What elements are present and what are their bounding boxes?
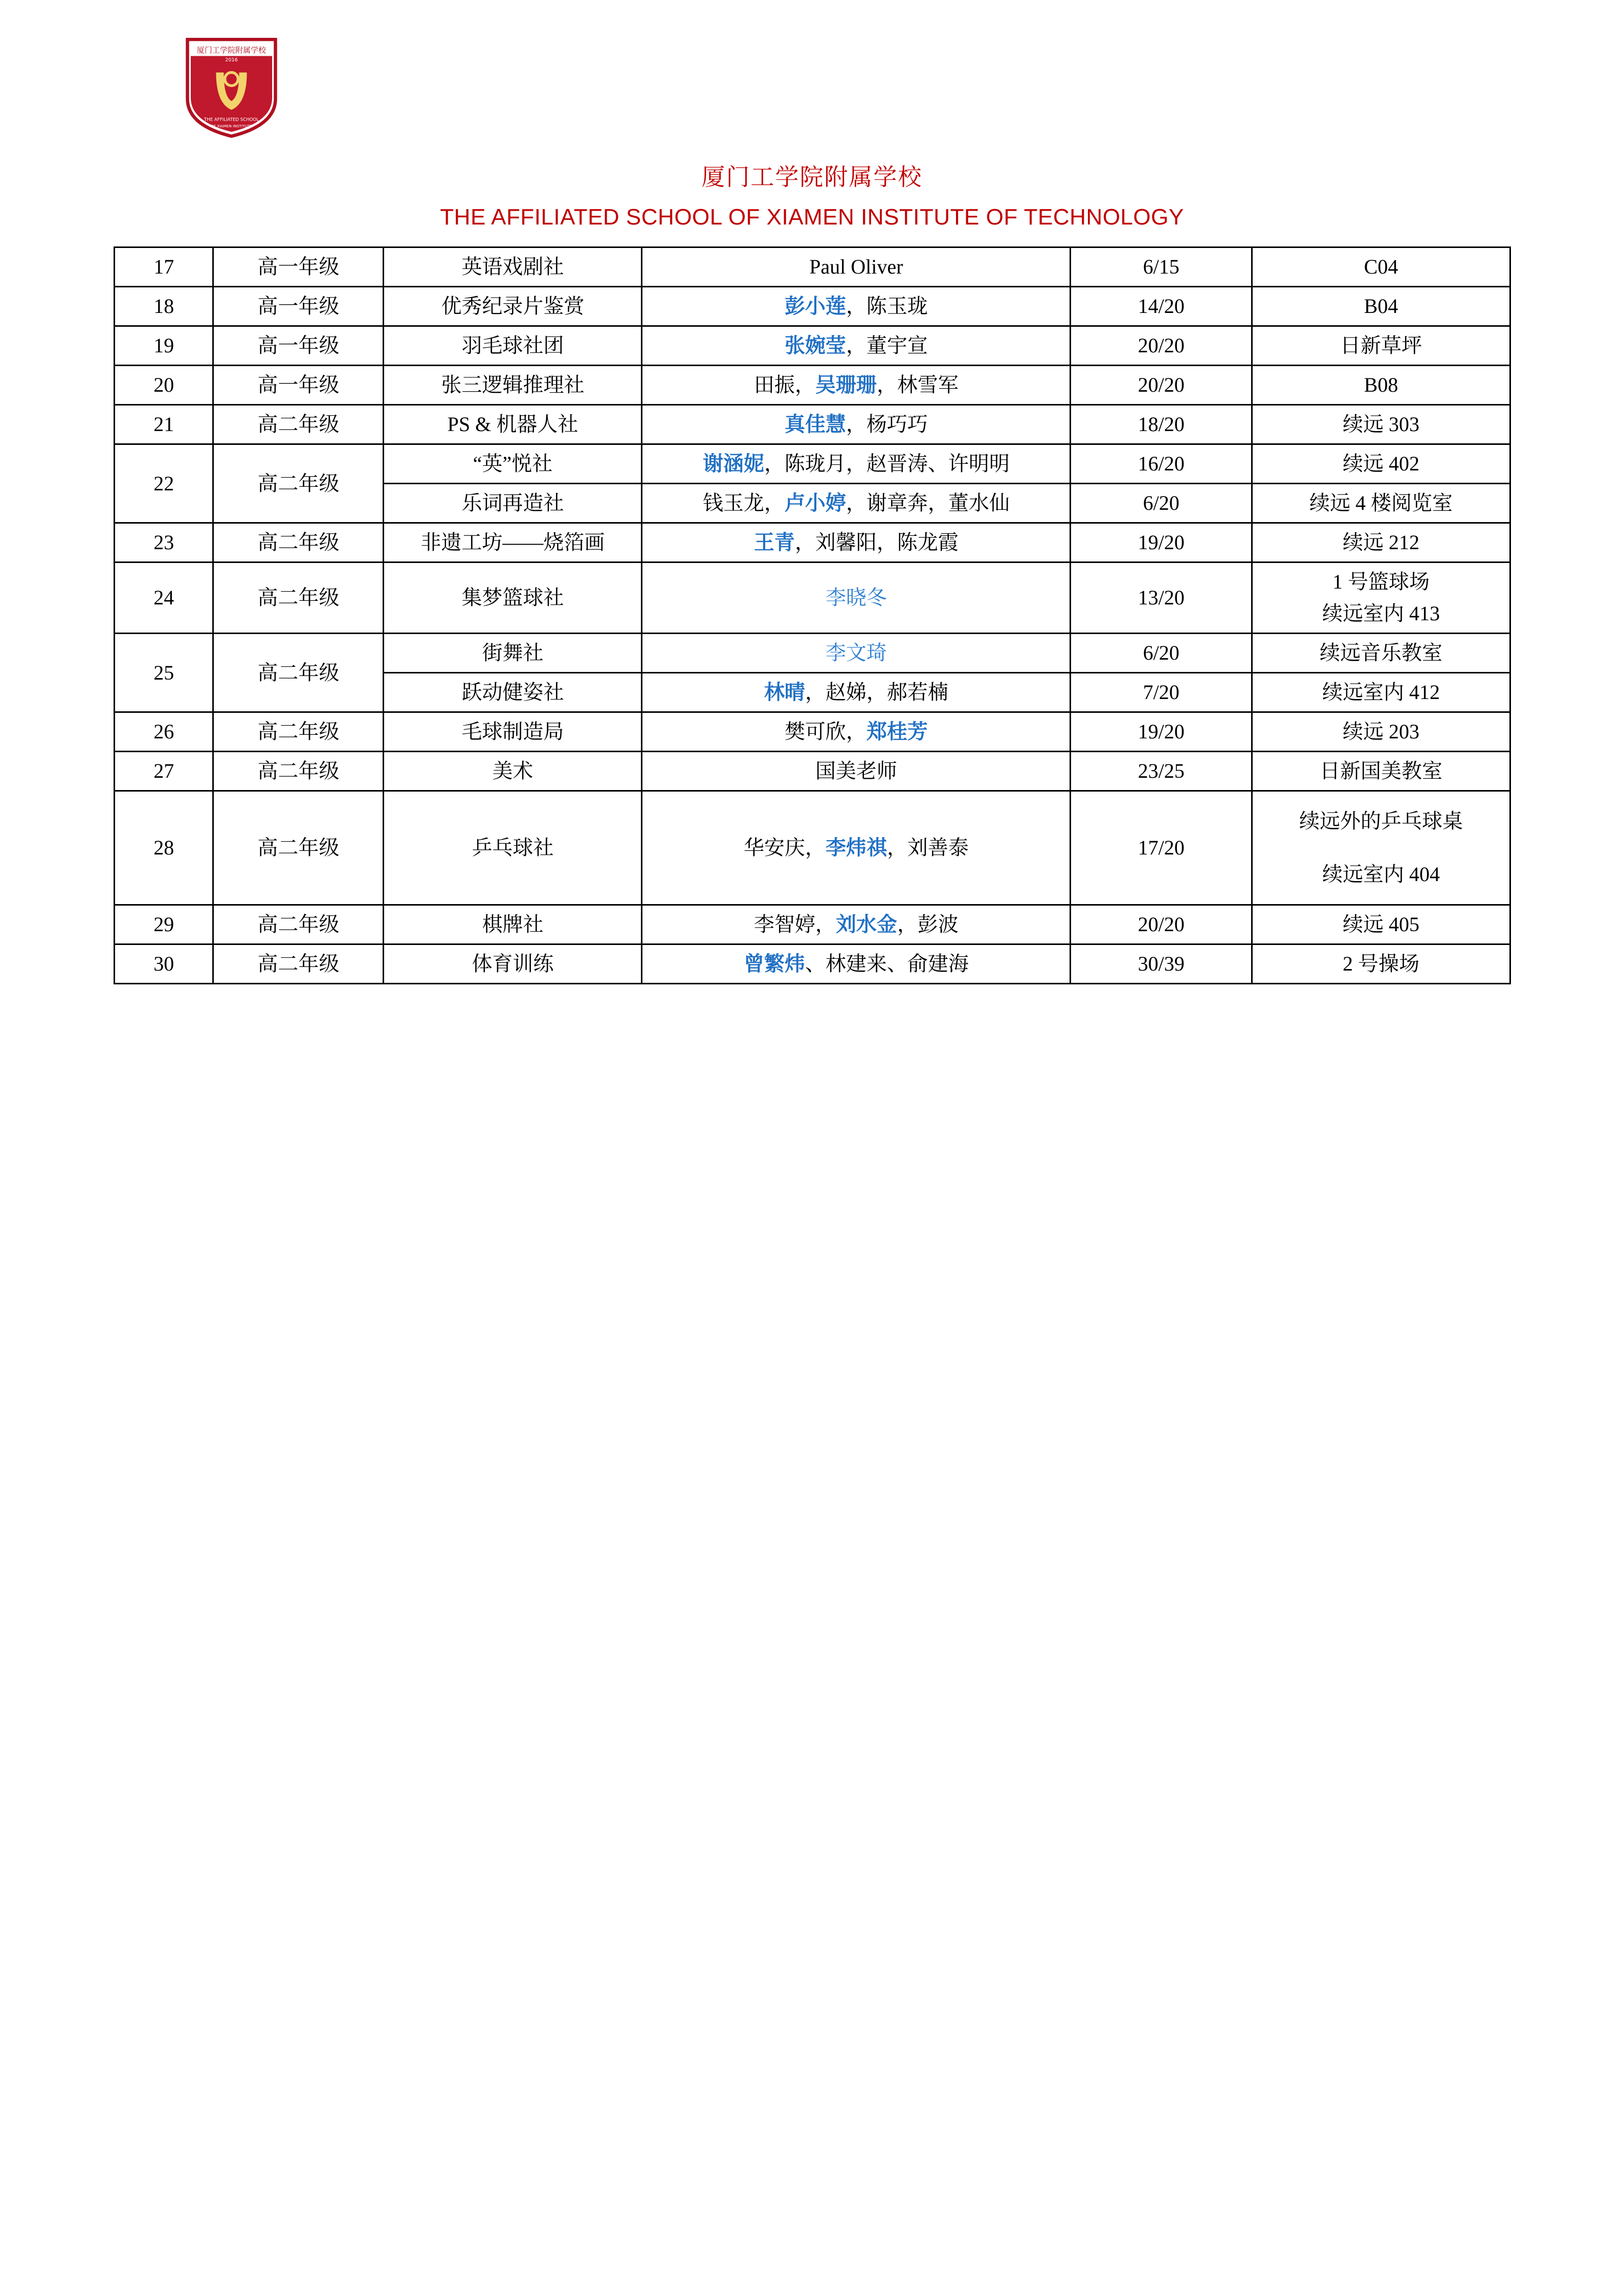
cell-club: 优秀纪录片鉴赏 [384,287,642,326]
cell-no: 24 [115,562,213,634]
cell-no: 19 [115,326,213,366]
cell-place: 续远室内 412 [1252,673,1510,712]
cell-count: 14/20 [1071,287,1252,326]
member-lead: 王青 [753,531,795,554]
member-lead: 张婉莹 [784,334,846,357]
place-line-1: 1 号篮球场 [1332,570,1430,593]
cell-no: 18 [115,287,213,326]
cell-members [642,287,1071,326]
member-rest: ，赵娣，郝若楠 [805,681,948,704]
clubs-table-container [114,246,1511,984]
cell-place: C04 [1252,247,1510,287]
member-rest: ，谢章奔，董水仙 [846,491,1010,514]
svg-text:厦门工学院附属学校: 厦门工学院附属学校 [196,46,266,55]
cell-grade: 高二年级 [213,791,384,905]
cell-grade: 高二年级 [213,634,384,712]
cell-club: 非遗工坊——烧箔画 [384,523,642,562]
table-row [115,405,1510,444]
member-lead: 郑桂芳 [866,720,928,743]
member-lead: 林晴 [764,681,805,704]
table-row [115,444,1510,484]
table-row [115,944,1510,984]
cell-place: 续远 405 [1252,905,1510,944]
cell-no: 23 [115,523,213,562]
cell-club: 街舞社 [384,634,642,673]
clubs-table [114,246,1511,984]
cell-place: 日新国美教室 [1252,752,1510,791]
cell-members [642,326,1071,366]
cell-club: 乐词再造社 [384,484,642,523]
member-lead: 李晓冬 [825,586,887,609]
cell-members: 国美老师 [642,752,1071,791]
member-rest: ，杨巧巧 [846,413,928,436]
table-row [115,562,1510,634]
cell-grade: 高二年级 [213,444,384,523]
member-lead: 吴珊珊 [815,373,877,396]
cell-place: 续远 212 [1252,523,1510,562]
member-pre: 钱玉龙， [702,491,785,514]
cell-count: 16/20 [1071,444,1252,484]
cell-no: 28 [115,791,213,905]
table-row [115,247,1510,287]
cell-count: 20/20 [1071,366,1252,405]
member-lead: 曾繁炜 [743,952,805,975]
cell-place: 续远 203 [1252,712,1510,752]
cell-club: 英语戏剧社 [384,247,642,287]
cell-count: 13/20 [1071,562,1252,634]
cell-count: 6/20 [1071,634,1252,673]
member-pre: 华安庆， [743,836,826,859]
cell-club: 棋牌社 [384,905,642,944]
cell-club: PS & 机器人社 [384,405,642,444]
cell-grade: 高二年级 [213,905,384,944]
cell-club: “英”悦社 [384,444,642,484]
cell-grade: 高二年级 [213,523,384,562]
cell-club: 集梦篮球社 [384,562,642,634]
cell-count: 30/39 [1071,944,1252,984]
cell-count: 19/20 [1071,523,1252,562]
place-line-1: 续远外的乒乓球桌 [1299,809,1463,832]
cell-count: 18/20 [1071,405,1252,444]
school-name-english: THE AFFILIATED SCHOOL OF XIAMEN INSTITUTE OF TECHNOLOGY [440,205,1184,230]
cell-grade: 高一年级 [213,247,384,287]
cell-no: 22 [115,444,213,523]
member-rest: ，彭波 [897,913,959,936]
cell-place: 续远 4 楼阅览室 [1252,484,1510,523]
cell-place [1252,791,1510,905]
cell-members [642,944,1071,984]
table-row [115,326,1510,366]
member-lead: 真佳慧 [784,413,846,436]
svg-text:2016: 2016 [225,57,238,63]
member-lead: 李炜祺 [825,836,887,859]
cell-place: 续远 402 [1252,444,1510,484]
school-crest-logo [176,31,286,141]
cell-place: 2 号操场 [1252,944,1510,984]
member-rest: ，陈玉珑 [846,295,928,318]
cell-place: B04 [1252,287,1510,326]
cell-no: 29 [115,905,213,944]
member-rest: ，刘善泰 [886,836,969,859]
member-rest: ，林雪军 [876,373,959,396]
cell-count: 6/15 [1071,247,1252,287]
cell-no: 26 [115,712,213,752]
cell-count: 23/25 [1071,752,1252,791]
svg-text:THE AFFILIATED SCHOOL: THE AFFILIATED SCHOOL [204,117,259,123]
cell-members [642,634,1071,673]
svg-text:OF XIAMEN INSTITUTE: OF XIAMEN INSTITUTE [211,124,252,129]
table-row [115,287,1510,326]
cell-count: 20/20 [1071,326,1252,366]
cell-members [642,712,1071,752]
table-row [115,634,1510,673]
place-line-2: 续远室内 404 [1322,863,1440,886]
cell-grade: 高二年级 [213,405,384,444]
member-pre: 李智婷， [753,913,836,936]
cell-no: 20 [115,366,213,405]
cell-members [642,791,1071,905]
table-row [115,366,1510,405]
cell-grade: 高二年级 [213,944,384,984]
place-line-2: 续远室内 413 [1322,602,1440,625]
cell-club: 美术 [384,752,642,791]
cell-no: 25 [115,634,213,712]
table-row [115,712,1510,752]
member-lead: 谢涵妮 [702,452,764,475]
cell-place [1252,562,1510,634]
member-rest: ，刘馨阳，陈龙霞 [794,531,959,554]
cell-club: 乒乓球社 [384,791,642,905]
cell-club: 毛球制造局 [384,712,642,752]
cell-grade: 高二年级 [213,712,384,752]
cell-club: 跃动健姿社 [384,673,642,712]
cell-club: 张三逻辑推理社 [384,366,642,405]
cell-count: 17/20 [1071,791,1252,905]
cell-members [642,523,1071,562]
cell-place: 续远 303 [1252,405,1510,444]
member-rest: 、林建来、俞建海 [805,952,969,975]
cell-members [642,484,1071,523]
cell-grade: 高一年级 [213,326,384,366]
cell-members [642,366,1071,405]
cell-members [642,562,1071,634]
cell-count: 6/20 [1071,484,1252,523]
member-lead: 李文琦 [825,641,887,664]
cell-count: 19/20 [1071,712,1252,752]
cell-grade: 高一年级 [213,287,384,326]
cell-club: 羽毛球社团 [384,326,642,366]
cell-members [642,444,1071,484]
cell-no: 27 [115,752,213,791]
cell-count: 7/20 [1071,673,1252,712]
member-lead: 刘水金 [835,913,897,936]
cell-club: 体育训练 [384,944,642,984]
cell-no: 21 [115,405,213,444]
table-row [115,905,1510,944]
table-row [115,523,1510,562]
member-rest: ，陈珑月，赵晋涛、许明明 [764,452,1010,475]
cell-count: 20/20 [1071,905,1252,944]
member-lead: 彭小莲 [784,295,846,318]
school-name-chinese: 厦门工学院附属学校 [701,164,923,190]
cell-grade: 高二年级 [213,752,384,791]
cell-no: 17 [115,247,213,287]
cell-place: 日新草坪 [1252,326,1510,366]
cell-members [642,673,1071,712]
member-pre: 田振， [753,373,815,396]
cell-grade: 高一年级 [213,366,384,405]
member-lead: 卢小婷 [784,491,846,514]
member-pre: 樊可欣， [784,720,866,743]
cell-no: 30 [115,944,213,984]
cell-grade: 高二年级 [213,562,384,634]
cell-place: 续远音乐教室 [1252,634,1510,673]
cell-members: Paul Oliver [642,247,1071,287]
cell-members [642,905,1071,944]
table-row [115,791,1510,905]
cell-members [642,405,1071,444]
member-rest: ，董宇宣 [846,334,928,357]
table-row [115,752,1510,791]
cell-place: B08 [1252,366,1510,405]
